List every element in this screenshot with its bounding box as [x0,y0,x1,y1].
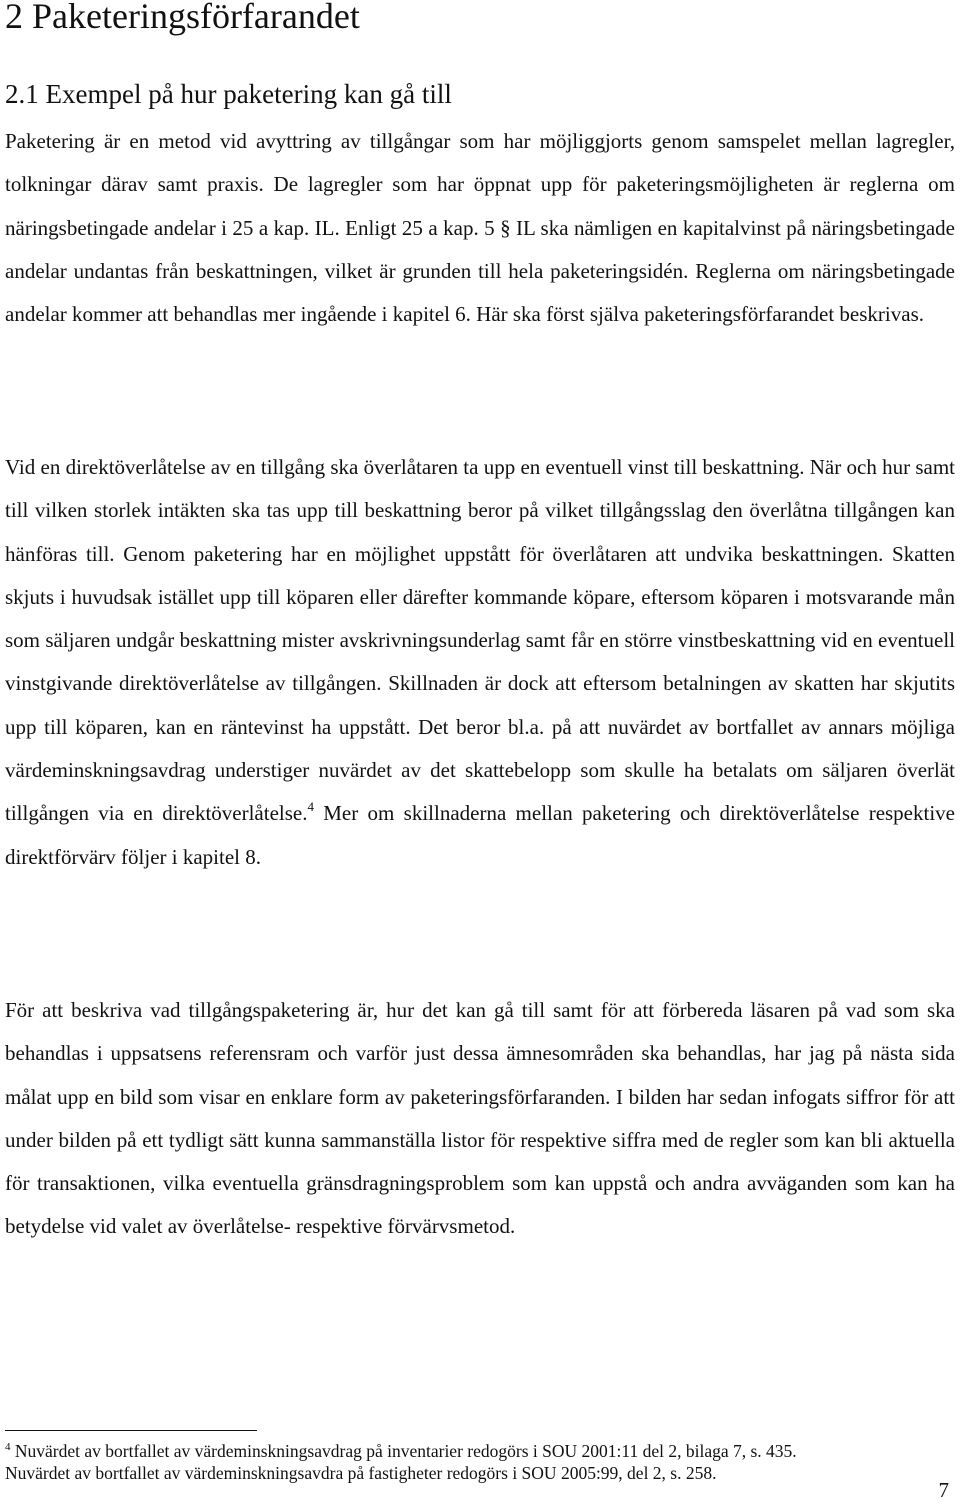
chapter-heading: 2 Paketeringsförfarandet [5,0,360,36]
body-paragraph-3: För att beskriva vad tillgångspaketering är, hur det kan gå till samt för att förbereda läsaren på vad som ska behandlas i uppsatsens referensram och varför just dessa ämnesområden ska behandlas, har jag på nästa sida målat upp en bild som visar en enklare form av paketeringsförfaranden. I bilden har sedan infogats siffror för att under bilden på ett tydligt sätt kunna sammanställa listor för respektive siffra med de regler som kan bli aktuella för transaktionen, vilka eventuella gränsdragningsproblem som kan uppstå och andra avväganden som kan ha betydelse vid valet av överlåtelse- respektive förvärvsmetod. [5,998,955,1239]
footnote-reference: 4 [307,799,314,815]
paragraph-2-text: Vid en direktöverlåtelse av en tillgång ska överlåtaren ta upp en eventuell vinst till beskattning. När och hur samt till vilken storlek intäkten ska tas upp till beskattning beror på vilket tillgångsslag den överlåtna tillgången kan hänföras till. Genom paketering har en möjlighet uppstått för överlåtaren att undvika beskattningen. Skatten skjuts i huvudsak istället upp till köparen eller därefter kommande köpare, eftersom köparen i motsvarande mån som säljaren undgår beskattning mister avskrivningsunderlag samt får en större vinstbeskattning vid en eventuell vinstgivande direktöverlåtelse av tillgången. Skillnaden är dock att eftersom betalningen av skatten har skjutits upp till köparen, kan en räntevinst ha uppstått. Det beror bl.a. på att nuvärdet av bortfallet av annars möjliga värdeminskningsavdrag understiger nuvärdet av det skattebelopp som skulle ha betalats om säljaren överlät tillgången via en direktöverlåtelse. [5,455,955,826]
footnote-marker: 4 [5,1441,11,1453]
page-number: 7 [938,1478,949,1502]
footnote-line-2: Nuvärdet av bortfallet av värdeminskningsavdra på fastigheter redogörs i SOU 2005:99, del 2, s. 258. [5,1463,717,1483]
body-paragraph-1: Paketering är en metod vid avyttring av tillgångar som har möjliggjorts genom samspelet mellan lagregler, tolkningar därav samt praxis. De lagregler som har öppnat upp för paketeringsmöjligheten är reglerna om näringsbetingade andelar i 25 a kap. IL. Enligt 25 a kap. 5 § IL ska nämligen en kapitalvinst på näringsbetingade andelar undantas från beskattningen, vilket är grunden till hela paketeringsidén. Reglerna om näringsbetingade andelar kommer att behandlas mer ingående i kapitel 6. Här ska först själva paketeringsförfarandet beskrivas. [5,129,955,327]
footnote-text-1: Nuvärdet av bortfallet av värdeminskningsavdrag på inventarier redogörs i SOU 2001:11 del 2, bilaga 7, s. 435. [10,1441,797,1461]
section-heading: 2.1 Exempel på hur paketering kan gå till [5,79,452,109]
body-paragraph-2 [5,446,955,879]
footnote [5,1440,960,1484]
paragraph-2-text-continued: Mer om skillnaderna mellan paketering och direktöverlåtelse respektive direktförvärv följer i kapitel 8. [5,801,955,869]
footnote-separator [5,1430,257,1431]
footnote-line-1 [5,1440,960,1462]
